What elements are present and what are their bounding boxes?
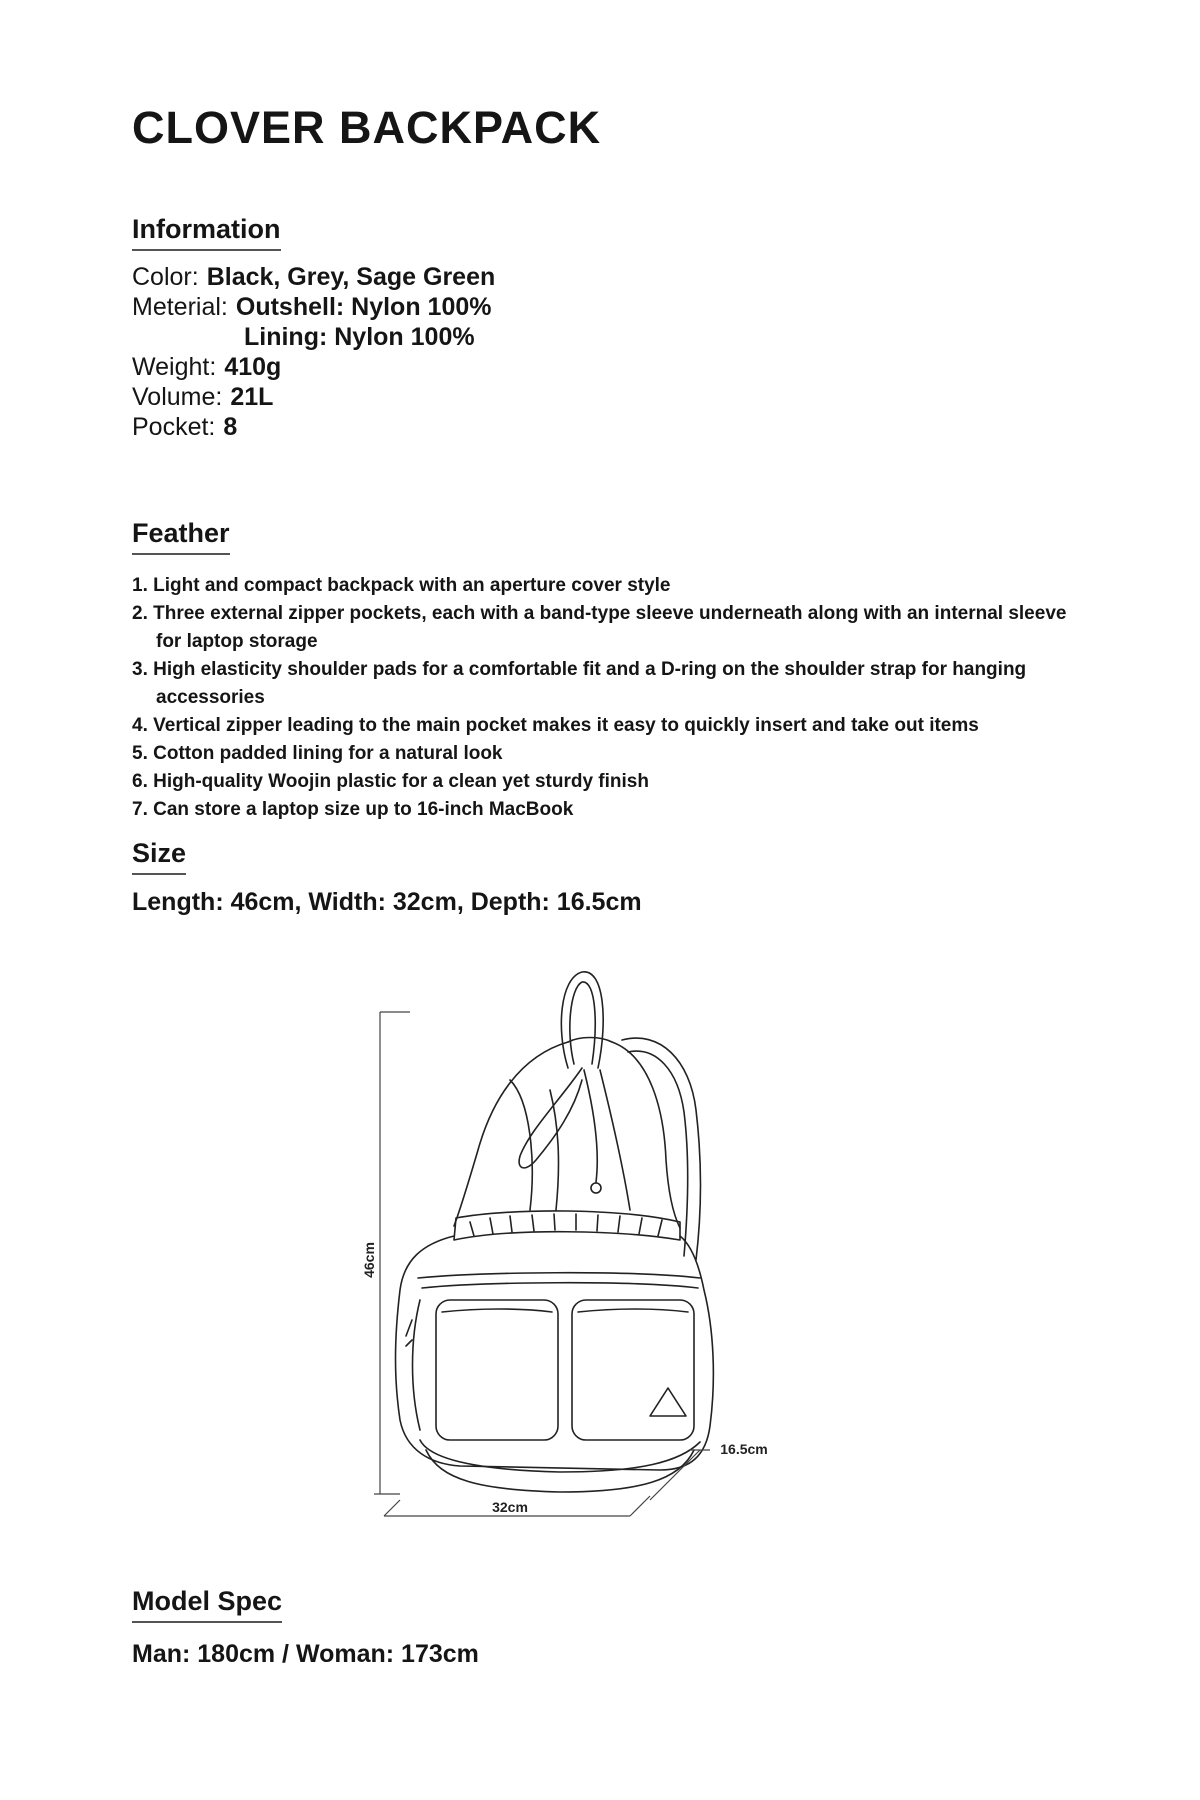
pocket-label: Pocket:	[132, 413, 216, 441]
volume-row	[132, 382, 495, 412]
drawstring-cord	[519, 1068, 582, 1168]
list-item: 3. High elasticity shoulder pads for a comfortable fit and a D-ring on the shoulder strap for hanging accessories	[132, 659, 1027, 708]
gather-band	[454, 1211, 680, 1240]
bag-base	[426, 1450, 694, 1492]
material-lining-row	[132, 322, 495, 352]
size-heading: Size	[132, 838, 186, 875]
list-item: 4. Vertical zipper leading to the main pocket makes it easy to quickly insert and take out items	[132, 715, 979, 736]
pocket-right	[572, 1300, 694, 1440]
material-lining: Lining: Nylon 100%	[244, 323, 475, 351]
information-block	[132, 262, 495, 442]
weight-row	[132, 352, 495, 382]
model-spec-text: Man: 180cm / Woman: 173cm	[132, 1640, 479, 1668]
volume-label: Volume:	[132, 383, 223, 411]
width-label: 32cm	[492, 1499, 528, 1515]
information-heading: Information	[132, 214, 281, 251]
page-title: CLOVER BACKPACK	[132, 102, 602, 153]
feature-list	[132, 572, 1092, 824]
volume-value: 21L	[230, 383, 274, 411]
color-row	[132, 262, 495, 292]
material-row	[132, 292, 495, 322]
size-dimensions: Length: 46cm, Width: 32cm, Depth: 16.5cm	[132, 888, 642, 916]
logo-triangle	[650, 1388, 686, 1416]
list-item: 5. Cotton padded lining for a natural look	[132, 743, 503, 764]
weight-value: 410g	[224, 353, 282, 381]
handle-loop	[561, 972, 603, 1068]
color-value: Black, Grey, Sage Green	[206, 263, 496, 291]
bag-top	[454, 1042, 568, 1226]
depth-label: 16.5cm	[720, 1441, 768, 1457]
list-item: 6. High-quality Woojin plastic for a clean yet sturdy finish	[132, 771, 649, 792]
model-spec-heading: Model Spec	[132, 1586, 282, 1623]
pocket-row	[132, 412, 495, 442]
pocket-left	[436, 1300, 558, 1440]
list-item: 7. Can store a laptop size up to 16-inch MacBook	[132, 799, 574, 820]
shoulder-strap	[622, 1038, 701, 1260]
height-label: 46cm	[361, 1242, 377, 1278]
weight-label: Weight:	[132, 353, 217, 381]
feather-heading: Feather	[132, 518, 230, 555]
pocket-value: 8	[223, 413, 238, 441]
material-label: Meterial:	[132, 293, 228, 321]
list-item: 2. Three external zipper pockets, each with a band-type sleeve underneath along with an internal sleeve for laptop storage	[132, 603, 1067, 652]
material-outshell: Outshell: Nylon 100%	[235, 293, 492, 321]
color-label: Color:	[132, 263, 199, 291]
backpack-diagram	[360, 960, 840, 1520]
list-item: 1. Light and compact backpack with an aperture cover style	[132, 575, 671, 596]
